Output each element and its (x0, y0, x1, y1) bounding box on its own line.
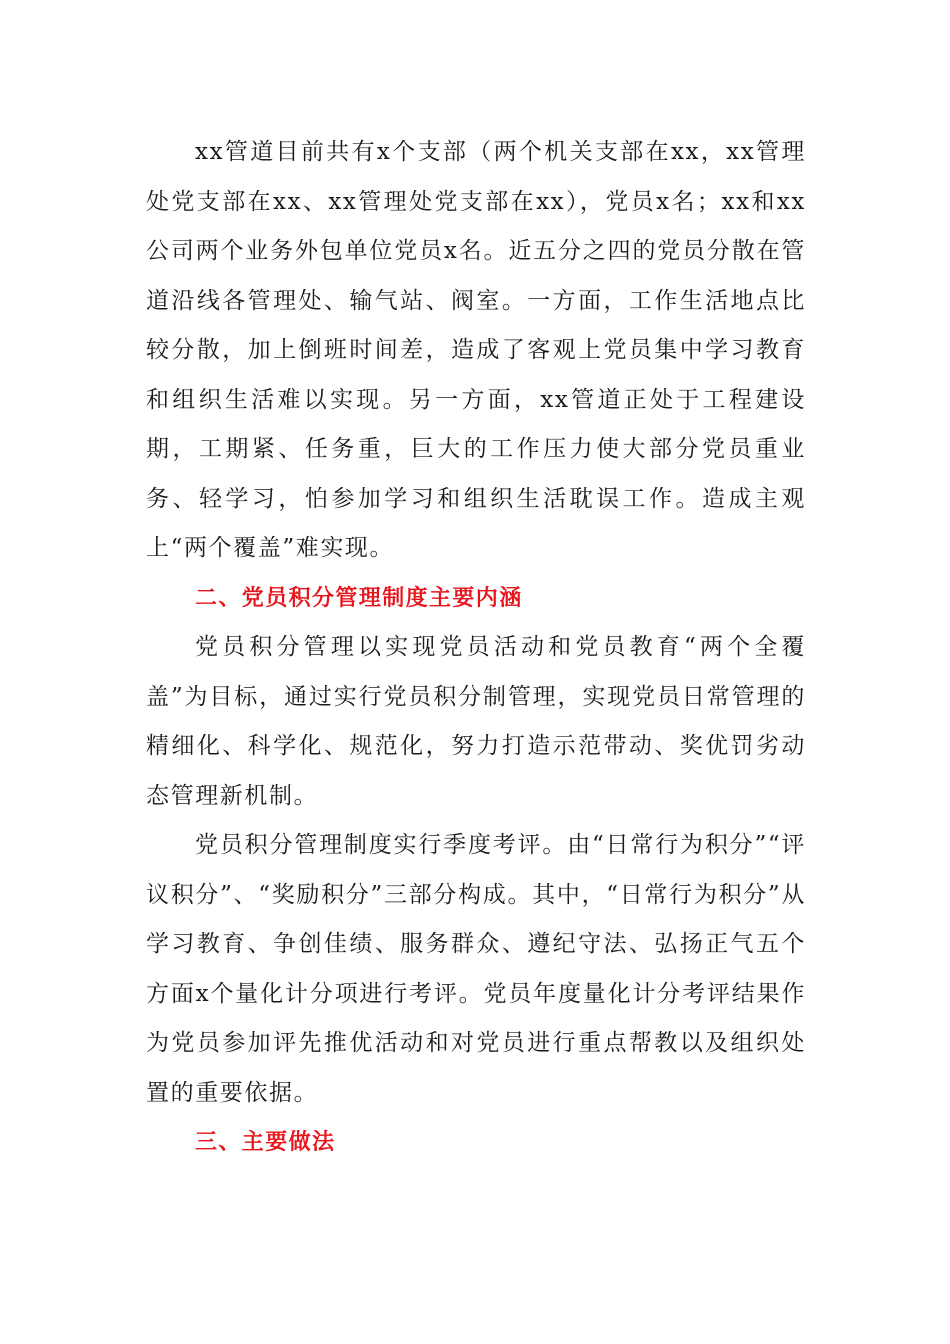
document-body (146, 128, 806, 1168)
section-heading-practices: 三、主要做法 (195, 1130, 336, 1155)
paragraph-points-management-goal: 党员积分管理以实现党员活动和党员教育“两个全覆盖”为目标，通过实行党员积分制管理，实现党员日常管理的精细化、科学化、规范化，努力打造示范带动、奖优罚劣动态管理新机制。 (146, 634, 806, 809)
paragraph-quarterly-evaluation: 党员积分管理制度实行季度考评。由“日常行为积分”“评议积分”、“奖励积分”三部分构成。其中，“日常行为积分”从学习教育、争创佳绩、服务群众、遵纪守法、弘扬正气五个方面x个量化计分项进行考评。党员年度量化计分考评结果作为党员参加评先推优活动和对党员进行重点帮教以及组织处置的重要依据。 (146, 832, 806, 1106)
section-heading-connotation: 二、党员积分管理制度主要内涵 (195, 585, 523, 611)
paragraph-branch-overview: xx管道目前共有x个支部（两个机关支部在xx，xx管理处党支部在xx、xx管理处党支部在xx），党员x名；xx和xx公司两个业务外包单位党员x名。近五分之四的党员分散在管道沿线各管理处、输气站、阀室。一方面，工作生活地点比较分散，加上倒班时间差，造成了客观上党员集中学习教育和组织生活难以实现。另一方面，xx管道正处于工程建设期，工期紧、任务重，巨大的工作压力使大部分党员重业务、轻学习，怕参加学习和组织生活耽误工作。造成主观上“两个覆盖”难实现。 (146, 139, 806, 561)
